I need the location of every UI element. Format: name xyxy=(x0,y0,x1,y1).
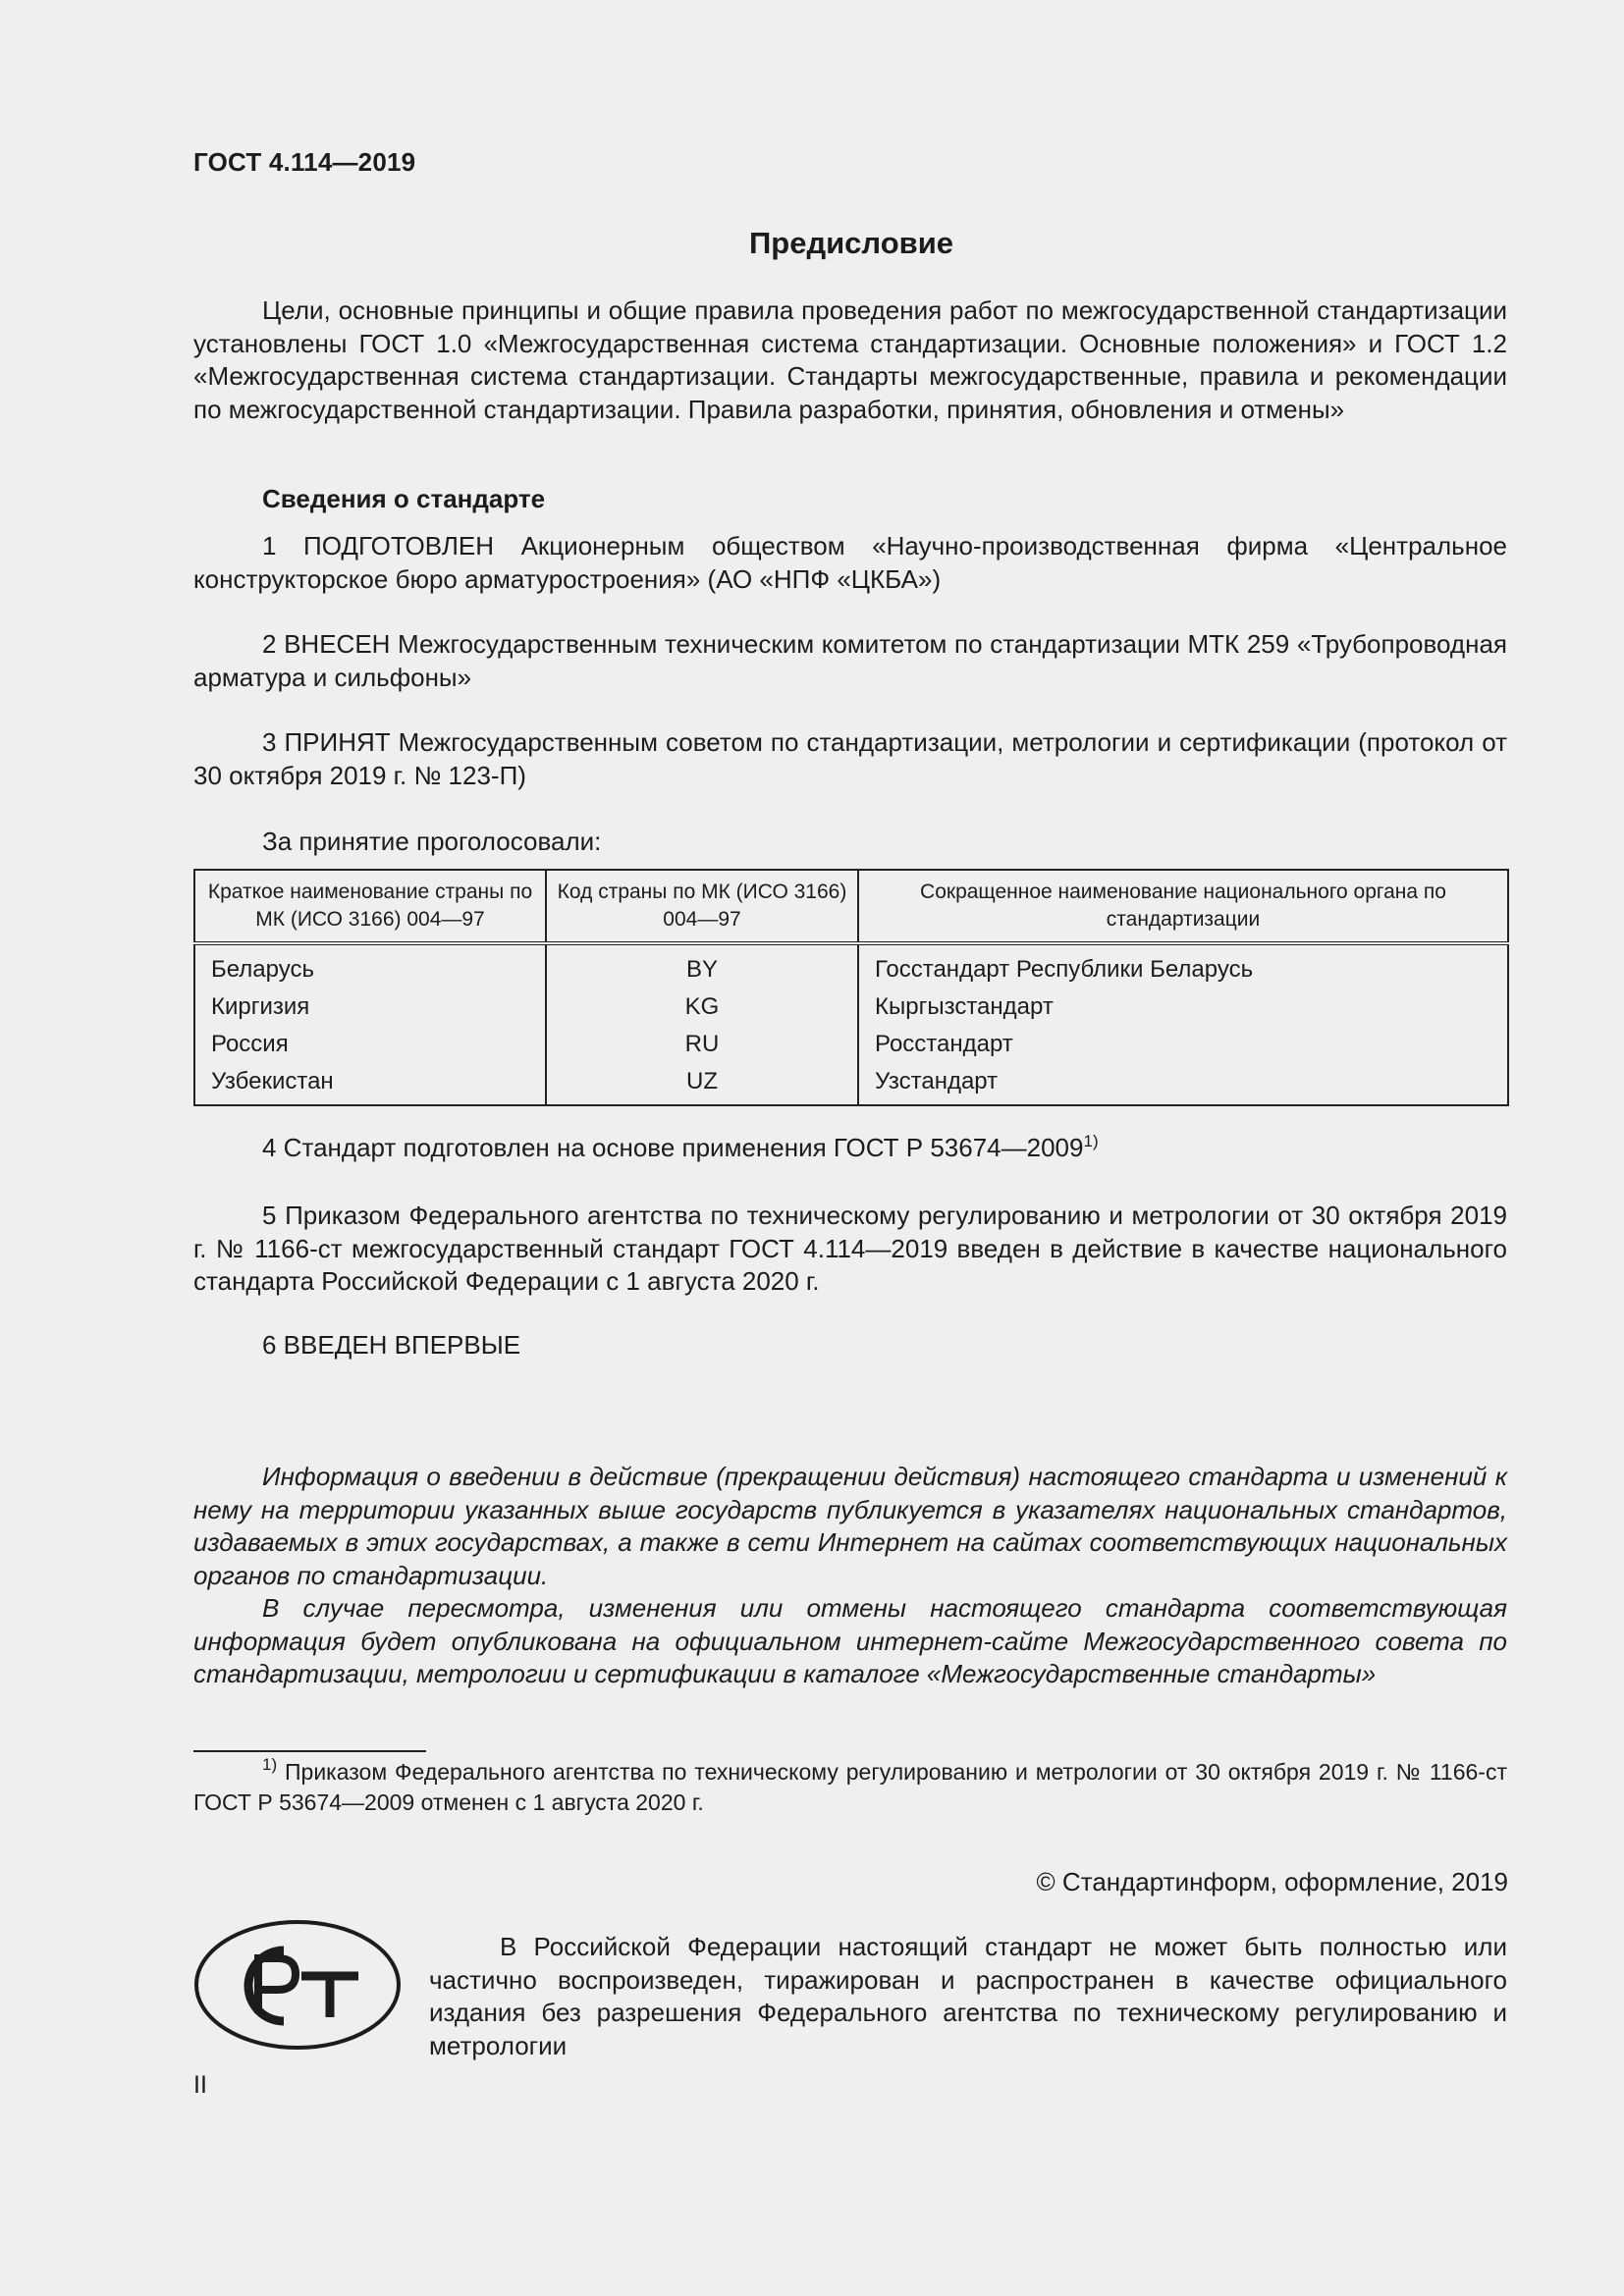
rights-text: В Российской Федерации настоящий стандарт не может быть полностью или частично воспроизведен, тиражирован и распространен в качестве официального издания без разрешения Федерального агентства по техническому регулированию и метрологии xyxy=(429,1932,1507,2060)
table-cell-body: Росстандарт xyxy=(875,1031,1013,1057)
table-cell-body: Узстандарт xyxy=(875,1068,999,1095)
item-2-text: 2 ВНЕСЕН Межгосударственным техническим комитетом по стандартизации МТК 259 «Трубопроводная арматура и сильфоны» xyxy=(193,629,1507,692)
info-heading: Сведения о стандарте xyxy=(262,484,546,513)
table-cell-country: Беларусь xyxy=(194,943,546,988)
rst-logo-icon xyxy=(193,1919,402,2051)
table-cell-code: UZ xyxy=(546,1063,858,1105)
table-header-country: Краткое наименование страны по МК (ИСО 3166) 004—97 xyxy=(194,870,546,943)
rights-paragraph xyxy=(429,1931,1507,2062)
table-row xyxy=(194,1063,1508,1105)
notice-paragraph-2 xyxy=(193,1592,1507,1691)
item-1-paragraph xyxy=(193,530,1507,596)
voting-table xyxy=(193,869,1509,1106)
notice-paragraph-1 xyxy=(193,1461,1507,1592)
table-cell-code: KG xyxy=(546,988,858,1026)
item-1-text: 1 ПОДГОТОВЛЕН Акционерным обществом «Научно-производственная фирма «Центральное конструкторское бюро арматуростроения» (АО «НПФ «ЦКБА») xyxy=(193,531,1507,594)
table-header-code: Код страны по МК (ИСО 3166) 004—97 xyxy=(546,870,858,943)
item-3-paragraph xyxy=(193,726,1507,792)
table-cell-country: Россия xyxy=(194,1026,546,1063)
table-header-body: Сокращенное наименование национального органа по стандартизации xyxy=(858,870,1508,943)
table-cell-country: Узбекистан xyxy=(194,1063,546,1105)
item-5-paragraph xyxy=(193,1200,1507,1299)
footnote-text: Приказом Федерального агентства по техническому регулированию и метрологии от 30 октября 2019 г. № 1166-ст ГОСТ Р 53674—2009 отменен с 1 августа 2020 г. xyxy=(193,1759,1507,1815)
table-header-row xyxy=(194,870,1508,943)
table-row xyxy=(194,943,1508,988)
copyright-line: © Стандартинформ, оформление, 2019 xyxy=(1036,1867,1508,1896)
logo-text: РСТ xyxy=(294,1989,301,1994)
page-title: Предисловие xyxy=(748,226,953,260)
table-cell-body: Госстандарт Республики Беларусь xyxy=(875,956,1254,983)
voted-label: За принятие проголосовали: xyxy=(262,827,602,856)
footnote-reference: 1) xyxy=(1083,1132,1099,1150)
footnote-mark: 1) xyxy=(262,1755,278,1774)
footnote xyxy=(193,1757,1507,1818)
footnote-divider xyxy=(193,1750,426,1752)
item-6-text: 6 ВВЕДЕН ВПЕРВЫЕ xyxy=(262,1330,521,1360)
intro-text: Цели, основные принципы и общие правила проведения работ по межгосударственной стандартизации установлены ГОСТ 1.0 «Межгосударственная система стандартизации. Основные положения» и ГОСТ 1.2 «Межгосударственная система стандартизации. Стандарты межгосударственные, правила и рекомендации по межгосударственной стандартизации. Правила разработки, принятия, обновления и отмены» xyxy=(193,295,1507,424)
notice-text-1: Информация о введении в действие (прекращении действия) настоящего стандарта и изменений к нему на территории указанных выше государств публикуется в указателях национальных стандартов, издаваемых в этих государствах, а также в сети Интернет на сайтах соответствующих национальных органов по стандартизации. xyxy=(193,1462,1507,1590)
notice-text-2: В случае пересмотра, изменения или отмены настоящего стандарта соответствующая информация будет опубликована на официальном интернет-сайте Межгосударственного совета по стандартизации, метрологии и сертификации в каталоге «Межгосударственные стандарты» xyxy=(193,1593,1507,1688)
item-2-paragraph xyxy=(193,628,1507,694)
item-4-paragraph xyxy=(193,1132,1507,1165)
table-cell-country: Киргизия xyxy=(194,988,546,1026)
item-4-text: 4 Стандарт подготовлен на основе применения ГОСТ Р 53674—2009 xyxy=(262,1133,1084,1162)
table-cell-body: Кыргызстандарт xyxy=(875,993,1054,1020)
item-3-text: 3 ПРИНЯТ Межгосударственным советом по стандартизации, метрологии и сертификации (протокол от 30 октября 2019 г. № 123-П) xyxy=(193,727,1507,790)
table-row xyxy=(194,1026,1508,1063)
table-cell-code: BY xyxy=(546,943,858,988)
table-row xyxy=(194,988,1508,1026)
item-5-text: 5 Приказом Федерального агентства по техническому регулированию и метрологии от 30 октября 2019 г. № 1166-ст межгосударственный стандарт ГОСТ 4.114—2019 введен в действие в качестве национального стандарта Российской Федерации с 1 августа 2020 г. xyxy=(193,1201,1507,1296)
intro-paragraph xyxy=(193,294,1507,426)
page-number: II xyxy=(193,2071,207,2099)
document-code: ГОСТ 4.114—2019 xyxy=(193,147,416,177)
table-cell-code: RU xyxy=(546,1026,858,1063)
